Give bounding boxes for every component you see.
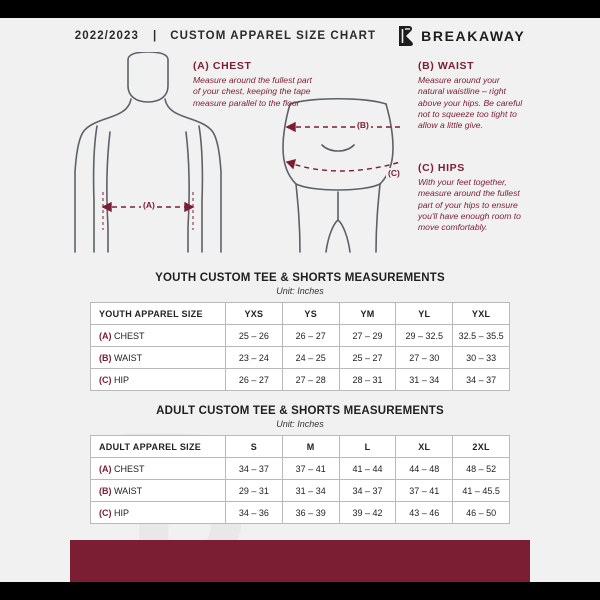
col-header-ys: YS: [282, 303, 339, 325]
chest-marker-label: (A): [143, 200, 155, 210]
cell-hip-ym: 28 – 31: [339, 369, 396, 391]
cell-waist-2xl: 41 – 45.5: [453, 480, 510, 502]
page-title: CUSTOM APPAREL SIZE CHART: [170, 30, 377, 42]
cell-chest-m: 37 – 41: [282, 458, 339, 480]
table-row: [91, 369, 510, 391]
col-header-xl: XL: [396, 436, 453, 458]
table-row: [91, 347, 510, 369]
youth-table-title: YOUTH CUSTOM TEE & SHORTS MEASUREMENTS: [155, 272, 445, 284]
cell-hip-yl: 31 – 34: [396, 369, 453, 391]
table-header-row: [91, 436, 510, 458]
cell-chest-2xl: 48 – 52: [453, 458, 510, 480]
cell-waist-s: 29 – 31: [226, 480, 283, 502]
adult-size-section: [90, 405, 510, 524]
row-name-chest: CHEST: [114, 463, 145, 474]
youth-size-table: [90, 302, 510, 391]
row-label-hip: [91, 502, 226, 524]
callout-hips-body: With your feet together, measure around the fullest part of your hips to ensure you'll have enough room to move comfortably.: [418, 177, 521, 233]
cell-waist-ym: 25 – 27: [339, 347, 396, 369]
row-label-waist: [91, 347, 226, 369]
header-separator: |: [152, 30, 157, 42]
col-header-size: YOUTH APPAREL SIZE: [91, 303, 226, 325]
row-label-chest: [91, 325, 226, 347]
cell-waist-l: 34 – 37: [339, 480, 396, 502]
col-header-s: S: [226, 436, 283, 458]
row-tag-a: (A): [99, 330, 112, 341]
row-name-hip: HIP: [114, 507, 130, 518]
footer-band: [70, 540, 530, 582]
row-tag-a: (A): [99, 463, 112, 474]
cell-hip-2xl: 46 – 50: [453, 502, 510, 524]
cell-waist-yl: 27 – 30: [396, 347, 453, 369]
row-label-chest: [91, 458, 226, 480]
row-name-waist: WAIST: [114, 352, 143, 363]
row-tag-c: (C): [99, 507, 112, 518]
table-row: [91, 325, 510, 347]
cell-chest-s: 34 – 37: [226, 458, 283, 480]
cell-waist-m: 31 – 34: [282, 480, 339, 502]
waist-marker-label: (B): [357, 120, 369, 130]
header-year: 2022/2023: [74, 30, 139, 42]
col-header-l: L: [339, 436, 396, 458]
table-row: [91, 480, 510, 502]
cell-chest-xl: 44 – 48: [396, 458, 453, 480]
adult-size-table: [90, 435, 510, 524]
brand-name: BREAKAWAY: [421, 28, 526, 44]
row-label-hip: [91, 369, 226, 391]
page-header: [0, 18, 600, 54]
col-header-yxs: YXS: [226, 303, 283, 325]
row-tag-b: (B): [99, 485, 112, 496]
callout-waist: [418, 60, 528, 132]
breakaway-b-logo-icon: [396, 25, 414, 47]
col-header-adult-size: ADULT APPAREL SIZE: [91, 436, 226, 458]
adult-table-subtitle: Unit: Inches: [276, 419, 324, 429]
top-black-bar: [0, 0, 600, 18]
adult-table-title: ADULT CUSTOM TEE & SHORTS MEASUREMENTS: [156, 405, 444, 417]
callout-chest: [193, 60, 313, 109]
callout-hips: [418, 162, 530, 234]
youth-size-section: [90, 272, 510, 391]
row-tag-b: (B): [99, 352, 112, 363]
row-label-waist: [91, 480, 226, 502]
row-name-chest: CHEST: [114, 330, 145, 341]
row-name-hip: HIP: [114, 374, 130, 385]
measurement-diagram: [0, 52, 600, 267]
cell-hip-xl: 43 – 46: [396, 502, 453, 524]
callout-chest-body: Measure around the fullest part of your chest, keeping the tape measure parallel to the floor: [193, 75, 312, 108]
bottom-black-bar: [0, 582, 600, 600]
cell-hip-s: 34 – 36: [226, 502, 283, 524]
cell-chest-l: 41 – 44: [339, 458, 396, 480]
cell-chest-ys: 26 – 27: [282, 325, 339, 347]
table-row: [91, 502, 510, 524]
cell-chest-yxl: 32.5 – 35.5: [453, 325, 510, 347]
cell-hip-ys: 27 – 28: [282, 369, 339, 391]
row-name-waist: WAIST: [114, 485, 143, 496]
hips-marker-label: (C): [388, 168, 400, 178]
cell-chest-yl: 29 – 32.5: [396, 325, 453, 347]
col-header-yxl: YXL: [453, 303, 510, 325]
callout-waist-title: (B) WAIST: [418, 60, 475, 72]
col-header-m: M: [282, 436, 339, 458]
col-header-2xl: 2XL: [453, 436, 510, 458]
table-row: [91, 458, 510, 480]
cell-chest-ym: 27 – 29: [339, 325, 396, 347]
cell-chest-yxs: 25 – 26: [226, 325, 283, 347]
cell-waist-yxs: 23 – 24: [226, 347, 283, 369]
callout-chest-title: (A) CHEST: [193, 60, 252, 72]
cell-waist-ys: 24 – 25: [282, 347, 339, 369]
youth-table-subtitle: Unit: Inches: [276, 286, 324, 296]
callout-hips-title: (C) HIPS: [418, 162, 465, 174]
callout-waist-body: Measure around your natural waistline – right above your hips. Be careful not to squeeze too tight to allow a little give.: [418, 75, 523, 131]
brand-lockup: [396, 25, 525, 47]
cell-hip-yxs: 26 – 27: [226, 369, 283, 391]
cell-waist-yxl: 30 – 33: [453, 347, 510, 369]
cell-hip-l: 39 – 42: [339, 502, 396, 524]
cell-hip-m: 36 – 39: [282, 502, 339, 524]
col-header-yl: YL: [396, 303, 453, 325]
table-header-row: [91, 303, 510, 325]
cell-hip-yxl: 34 – 37: [453, 369, 510, 391]
col-header-ym: YM: [339, 303, 396, 325]
cell-waist-xl: 37 – 41: [396, 480, 453, 502]
row-tag-c: (C): [99, 374, 112, 385]
